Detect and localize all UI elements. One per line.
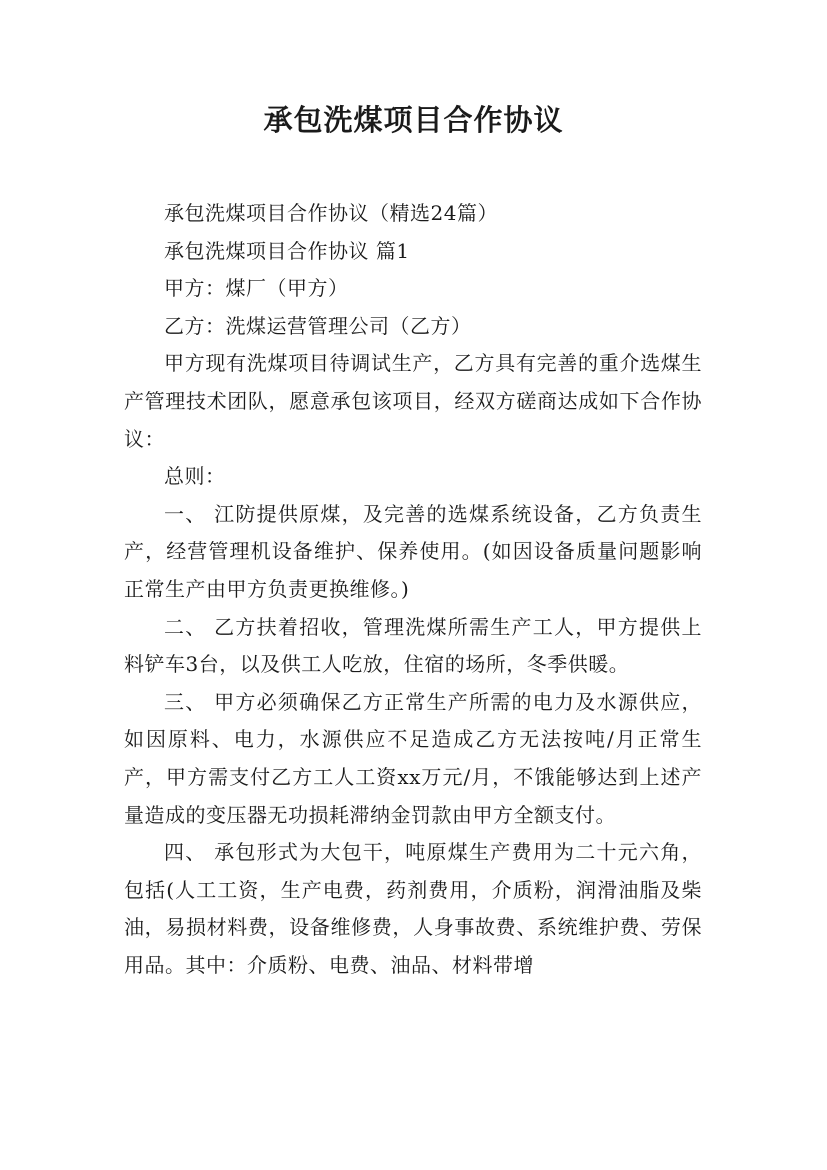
paragraph-party-b: 乙方：洗煤运营管理公司（乙方） bbox=[164, 313, 472, 338]
paragraph-section-heading: 承包洗煤项目合作协议 篇1 bbox=[164, 238, 410, 263]
paragraph-subtitle: 承包洗煤项目合作协议（精选24篇） bbox=[164, 201, 498, 225]
paragraph-preamble: 甲方现有洗煤项目待调试生产，乙方具有完善的重介选煤生产管理技术团队，愿意承包该项目，经双方磋商达成如下合作协议： bbox=[124, 351, 702, 451]
paragraph-general-heading: 总则： bbox=[164, 464, 226, 489]
document-body bbox=[124, 195, 702, 984]
document-title: 承包洗煤项目合作协议 bbox=[263, 103, 564, 137]
paragraph-party-a: 甲方：煤厂（甲方） bbox=[164, 276, 349, 301]
paragraph-clause-2: 二、 乙方扶着招收，管理洗煤所需生产工人，甲方提供上料铲车3台，以及供工人吃放，住宿的场所，冬季供暖。 bbox=[124, 614, 702, 677]
paragraph-clause-1: 一、 江防提供原煤，及完善的选煤系统设备，乙方负责生产，经营管理机设备维护、保养使用。(如因设备质量问题影响正常生产由甲方负责更换维修。) bbox=[124, 501, 702, 601]
paragraph-clause-3: 三、 甲方必须确保乙方正常生产所需的电力及水源供应，如因原料、电力，水源供应不足造成乙方无法按吨/月正常生产，甲方需支付乙方工人工资xx万元/月，不饿能够达到上述产量造成的变压器无功损耗滞纳金罚款由甲方全额支付。 bbox=[124, 689, 702, 827]
paragraph-clause-4: 四、 承包形式为大包干，吨原煤生产费用为二十元六角，包括(人工工资，生产电费，药剂费用，介质粉，润滑油脂及柴油，易损材料费，设备维修费，人身事故费、系统维护费、劳保用品。其中：介质粉、电费、油品、材料带增 bbox=[124, 840, 702, 977]
